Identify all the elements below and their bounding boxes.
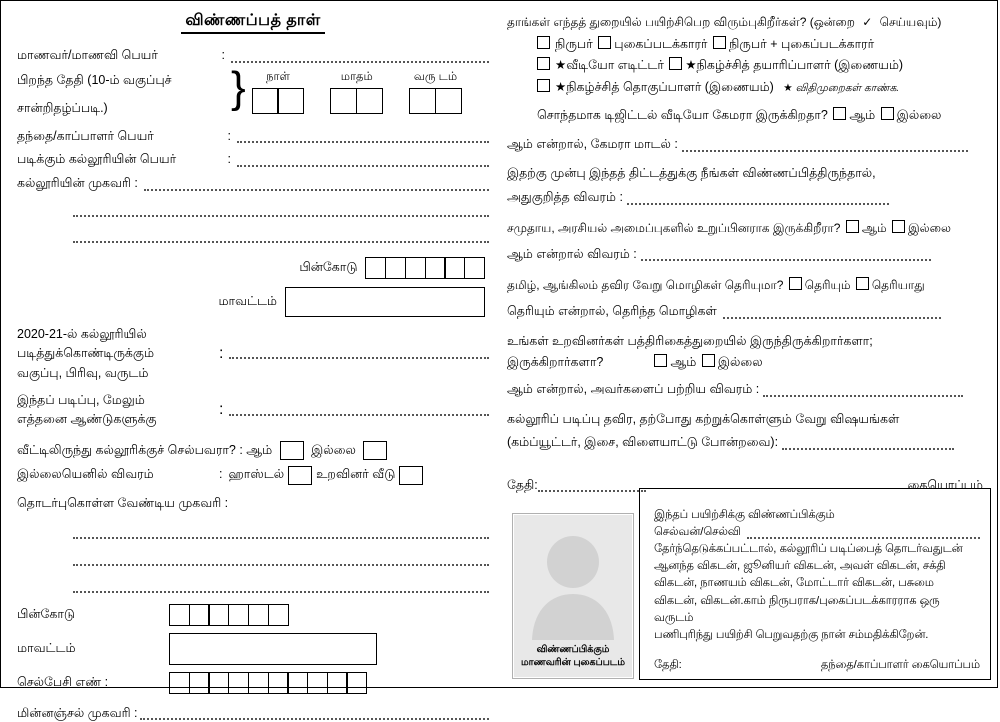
lang-detail-row [507, 302, 989, 321]
email-row [17, 704, 489, 722]
pincode-cell[interactable] [425, 257, 446, 279]
email-label: மின்னஞ்சல் முகவரி : [17, 704, 138, 722]
declaration-name-label: செல்வன்/செல்வி [654, 524, 741, 541]
other-line2-label: (கம்ப்யூட்டர், இசை, விளையாட்டு போன்றவை): [507, 433, 778, 452]
declaration-body-line3: விகடன், நாணயம் விகடன், மோட்டார் விகடன், பசுமை [654, 575, 980, 592]
declaration-name-row [654, 524, 980, 541]
checkbox-program-producer[interactable] [669, 57, 682, 70]
photo-caption-line1: விண்ணப்பிக்கும் [521, 644, 625, 657]
option-label-reporter: நிருபர் [555, 37, 593, 51]
mobile-cell[interactable] [346, 672, 367, 694]
mobile-cell[interactable] [248, 672, 269, 694]
left-column [1, 1, 499, 689]
dob-year-cell[interactable] [435, 88, 462, 114]
mobile-cell[interactable] [268, 672, 289, 694]
dob-day-group [252, 71, 305, 114]
contact-address-input-2[interactable] [73, 553, 489, 566]
lang-no-label: தெரியாது [872, 278, 925, 292]
declaration-date-label: தேதி: [654, 657, 682, 674]
dob-day-cells[interactable] [252, 88, 305, 114]
pincode-label: பின்கோடு [299, 258, 357, 277]
photo-caption-line2: மாணவரின் புகைப்படம் [521, 657, 625, 670]
lang-yes-label: தெரியும் [805, 278, 851, 292]
mobile-cell[interactable] [327, 672, 348, 694]
studying-label-line3: வகுப்பு, பிரிவு, வருடம் [17, 364, 213, 383]
district-input[interactable] [285, 287, 485, 317]
contact-address-row-2 [73, 553, 489, 568]
dob-row [17, 71, 489, 119]
options-row-3 [537, 77, 989, 99]
dob-label-line2: சான்றிதழ்ப்படி.) [17, 99, 227, 118]
lang-question-row [507, 274, 989, 297]
dob-boxes [252, 71, 462, 114]
date-label: தேதி: [507, 478, 538, 494]
dob-month-label: மாதம் [330, 71, 383, 85]
prev-apply-row-2 [507, 188, 989, 207]
pincode-cell[interactable] [444, 257, 465, 279]
brace-decoration: } [231, 71, 246, 105]
camera-model-row [507, 135, 989, 154]
district-row [17, 287, 489, 317]
options-row-1 [537, 34, 989, 56]
mobile-cell[interactable] [169, 672, 190, 694]
pincode2-cell[interactable] [228, 604, 249, 626]
district-label: மாவட்டம் [218, 292, 277, 311]
date-input[interactable] [538, 479, 646, 492]
checkbox-org-yes[interactable] [846, 220, 859, 233]
dob-day-cell[interactable] [277, 88, 304, 114]
pincode2-cells[interactable] [169, 604, 289, 626]
commute-question-label: வீட்டிலிருந்து கல்லூரிக்குச் செல்பவரா? [17, 443, 236, 457]
college-address-input-3[interactable] [73, 230, 489, 243]
declaration-line1: இந்தப் பயிற்சிக்கு விண்ணப்பிக்கும் [654, 507, 980, 524]
college-name-input[interactable] [237, 154, 489, 167]
pincode-cell[interactable] [385, 257, 406, 279]
declaration-signature-label: தந்தை/காப்பாளர் கையொப்பம் [821, 657, 980, 674]
father-name-input[interactable] [237, 130, 489, 143]
college-name-label: படிக்கும் கல்லூரியின் பெயர் [17, 150, 176, 169]
checkbox-camera-no[interactable] [881, 107, 894, 120]
camera-yes-label: ஆம் [849, 108, 875, 122]
lang-detail-label: தெரியும் என்றால், தெரிந்த மொழிகள் [507, 302, 717, 321]
college-name-row [17, 150, 489, 169]
dob-month-cell[interactable] [356, 88, 383, 114]
checkbox-program-anchor[interactable] [537, 79, 550, 92]
relative-house-label: உறவினர் வீடு [316, 463, 395, 487]
student-name-input[interactable] [231, 50, 489, 63]
pincode2-label: பின்கோடு [17, 605, 169, 624]
declaration-body-line4: விகடன், விகடன்.காம் நிருபராக/புகைப்படக்காரராக ஒரு வருடம் [654, 593, 980, 627]
mobile-cell[interactable] [287, 672, 308, 694]
student-name-label: மாணவர்/மாணவி பெயர் [17, 46, 158, 65]
field-question-tail: செய்யவும்) [880, 15, 942, 29]
star-note: ★ விதிமுறைகள் காண்க. [783, 82, 899, 94]
college-address-row-3 [73, 230, 489, 245]
declaration-body-line2: ஆனந்த விகடன், ஜூனியர் விகடன், அவள் விகடன், சக்தி [654, 558, 980, 575]
other-input[interactable] [782, 437, 954, 450]
colon: : [213, 401, 229, 419]
option-label-photographer: புகைப்படக்காரர் [614, 37, 707, 51]
college-address-row [17, 174, 489, 193]
father-name-row [17, 127, 489, 146]
relatives-no-label: இல்லை [718, 355, 763, 369]
years-row [17, 391, 489, 430]
commute-yes-label: ஆம் [246, 443, 272, 457]
student-name-row [17, 46, 489, 65]
pincode-cell[interactable] [365, 257, 386, 279]
option-label-program-anchor: ★நிகழ்ச்சித் தொகுப்பாளர் (இணையம்) [555, 80, 774, 94]
avatar-icon [513, 528, 633, 636]
mobile-cell[interactable] [208, 672, 229, 694]
relatives-yes-label: ஆம் [670, 355, 696, 369]
years-input[interactable] [229, 403, 489, 416]
dob-day-label: நாள் [252, 71, 305, 85]
photo-caption [521, 644, 625, 670]
pincode-cell[interactable] [464, 257, 485, 279]
dob-month-cells[interactable] [330, 88, 383, 114]
field-question-row [507, 13, 989, 32]
field-question-label: தாங்கள் எந்தத் துறையில் பயிற்சிபெற விரும்புகிறீர்கள்? (ஒன்றை [507, 15, 855, 29]
relatives-detail-label: ஆம் என்றால், அவர்களைப் பற்றிய விவரம் : [507, 380, 759, 399]
options-row-2 [537, 55, 989, 77]
checkbox-relatives-yes[interactable] [654, 354, 667, 367]
pincode2-row [17, 604, 489, 626]
ifnot-label: இல்லையெனில் விவரம் [17, 463, 213, 487]
pincode-cells[interactable] [365, 257, 485, 279]
option-label-video-editor: ★வீடியோ எடிட்டர் [555, 58, 664, 72]
contact-address-label: தொடர்புகொள்ள வேண்டிய முகவரி : [17, 494, 489, 513]
prev-apply-input[interactable] [627, 192, 889, 205]
org-yes-label: ஆம் [862, 221, 887, 235]
camera-question-row [537, 104, 989, 128]
pincode2-cell[interactable] [248, 604, 269, 626]
mobile-cell[interactable] [307, 672, 328, 694]
college-address-input-2[interactable] [73, 204, 489, 217]
dob-month-cell[interactable] [330, 88, 357, 114]
college-address-input-1[interactable] [144, 178, 489, 191]
camera-model-label: ஆம் என்றால், கேமரா மாடல் : [507, 135, 678, 154]
colon: : [213, 345, 229, 363]
studying-input[interactable] [229, 346, 489, 359]
contact-address-row-3 [73, 580, 489, 595]
dob-month-group [330, 71, 383, 114]
camera-no-label: இல்லை [897, 108, 942, 122]
commute-no-box[interactable] [363, 441, 387, 460]
hostel-label: ஹாஸ்டல் [228, 463, 284, 487]
dob-year-label: வரு டம் [409, 71, 462, 85]
commute-row [17, 439, 489, 463]
dob-day-cell[interactable] [252, 88, 279, 114]
org-no-label: இல்லை [908, 221, 951, 235]
person-silhouette-icon [519, 528, 627, 640]
pincode2-cell[interactable] [189, 604, 210, 626]
org-question-label: சமுதாய, அரசியல் அமைப்புகளில் உறுப்பினராக இருக்கிறீரா? [507, 221, 840, 235]
lang-question-label: தமிழ், ஆங்கிலம் தவிர வேறு மொழிகள் தெரியுமா? [507, 278, 783, 292]
option-label-program-producer: ★நிகழ்ச்சித் தயாரிப்பாளர் (இணையம்) [685, 58, 903, 72]
checkbox-reporter[interactable] [537, 36, 550, 49]
prev-apply-line1: இதற்கு முன்பு இந்தத் திட்டத்துக்கு நீங்கள் விண்ணப்பித்திருந்தால், [507, 164, 989, 183]
checkbox-video-editor[interactable] [537, 57, 550, 70]
dob-year-group [409, 71, 462, 114]
pincode2-cell[interactable] [169, 604, 190, 626]
colon: : [218, 127, 237, 146]
lang-detail-input[interactable] [723, 306, 941, 319]
camera-model-input[interactable] [682, 139, 968, 152]
dob-year-cell[interactable] [409, 88, 436, 114]
colon: : [218, 150, 237, 169]
email-input[interactable] [140, 707, 489, 720]
pincode-row [17, 257, 489, 279]
checkbox-photographer[interactable] [598, 36, 611, 49]
years-label-line2: எத்தனை ஆண்டுகளுக்கு [17, 410, 213, 429]
org-question-row [507, 217, 989, 240]
date-group [507, 478, 646, 494]
checkbox-org-no[interactable] [892, 220, 905, 233]
relatives-question-row-2 [507, 351, 989, 375]
dob-year-cells[interactable] [409, 88, 462, 114]
commute-yes-box[interactable] [280, 441, 304, 460]
declaration-name-input[interactable] [747, 526, 980, 539]
ifnot-row [17, 463, 489, 487]
contact-address-input-1[interactable] [73, 526, 489, 539]
option-label-reporter-photographer: நிருபர் + புகைப்படக்காரர் [729, 37, 874, 51]
district2-input[interactable] [169, 633, 377, 665]
hostel-box[interactable] [288, 466, 312, 485]
org-detail-input[interactable] [641, 248, 931, 261]
org-detail-row [507, 245, 989, 264]
contact-address-input-3[interactable] [73, 580, 489, 593]
colon: : [239, 443, 246, 457]
relatives-detail-row [507, 380, 989, 399]
commute-no-label: இல்லை [311, 443, 356, 457]
contact-address-row-1 [73, 526, 489, 541]
page-title-text: விண்ணப்பத் தாள் [181, 11, 324, 34]
studying-label-line1: 2020-21-ல் கல்லூரியில் [17, 325, 213, 344]
check-icon: ✓ [862, 15, 872, 29]
prev-apply-line2-label: அதுகுறித்த விவரம் : [507, 188, 623, 207]
declaration-body-line1: தேர்ந்தெடுக்கப்பட்டால், கல்லூரிப் படிப்பைத் தொடர்வதுடன் [654, 541, 980, 558]
dob-label-line1: பிறந்த தேதி (10-ம் வகுப்புச் [17, 71, 227, 90]
relatives-question-line2: இருக்கிறார்களா? [507, 351, 649, 375]
camera-question-label: சொந்தமாக டிஜிட்டல் வீடியோ கேமரா இருக்கிறதா? [537, 108, 828, 122]
district2-row [17, 633, 489, 665]
checkbox-lang-no[interactable] [856, 277, 869, 290]
pincode2-cell[interactable] [268, 604, 289, 626]
other-row-2 [507, 433, 989, 452]
declaration-box [639, 488, 991, 680]
checkbox-lang-yes[interactable] [789, 277, 802, 290]
declaration-body-line5: பணிபுரிந்து பயிற்சி பெறுவதற்கு நான் சம்மதிக்கிறேன். [654, 627, 980, 644]
years-label-line1: இந்தப் படிப்பு, மேலும் [17, 391, 213, 410]
checkbox-reporter-photographer[interactable] [713, 36, 726, 49]
father-name-label: தந்தை/காப்பாளர் பெயர் [17, 127, 154, 146]
college-address-label: கல்லூரியின் முகவரி : [17, 174, 138, 193]
mobile-cells[interactable] [169, 672, 367, 694]
org-detail-label: ஆம் என்றால் விவரம் : [507, 245, 637, 264]
studying-label-line2: படித்துக்கொண்டிருக்கும் [17, 344, 213, 363]
district2-label: மாவட்டம் [17, 639, 169, 658]
signature-label: கையொப்பம் [908, 478, 983, 494]
pincode-cell[interactable] [405, 257, 426, 279]
checkbox-camera-yes[interactable] [833, 107, 846, 120]
relative-house-box[interactable] [399, 466, 423, 485]
pincode2-cell[interactable] [208, 604, 229, 626]
page-title [17, 11, 489, 36]
college-address-row-2 [73, 204, 489, 219]
other-line1: கல்லூரிப் படிப்பு தவிர, தற்போது கற்றுக்கொள்ளும் வேறு விஷயங்கள் [507, 410, 989, 429]
mobile-row [17, 672, 489, 694]
colon: : [213, 463, 228, 487]
mobile-label: செல்பேசி எண் : [17, 673, 169, 692]
mobile-cell[interactable] [228, 672, 249, 694]
relatives-question-line1: உங்கள் உறவினர்கள் பத்திரிகைத்துறையில் இருந்திருக்கிறார்களா; [507, 332, 989, 351]
relatives-detail-input[interactable] [763, 384, 963, 397]
photo-placeholder[interactable] [512, 513, 634, 679]
checkbox-relatives-no[interactable] [702, 354, 715, 367]
mobile-cell[interactable] [189, 672, 210, 694]
colon: : [212, 46, 231, 65]
studying-row [17, 325, 489, 383]
declaration-signature-row [654, 657, 980, 674]
